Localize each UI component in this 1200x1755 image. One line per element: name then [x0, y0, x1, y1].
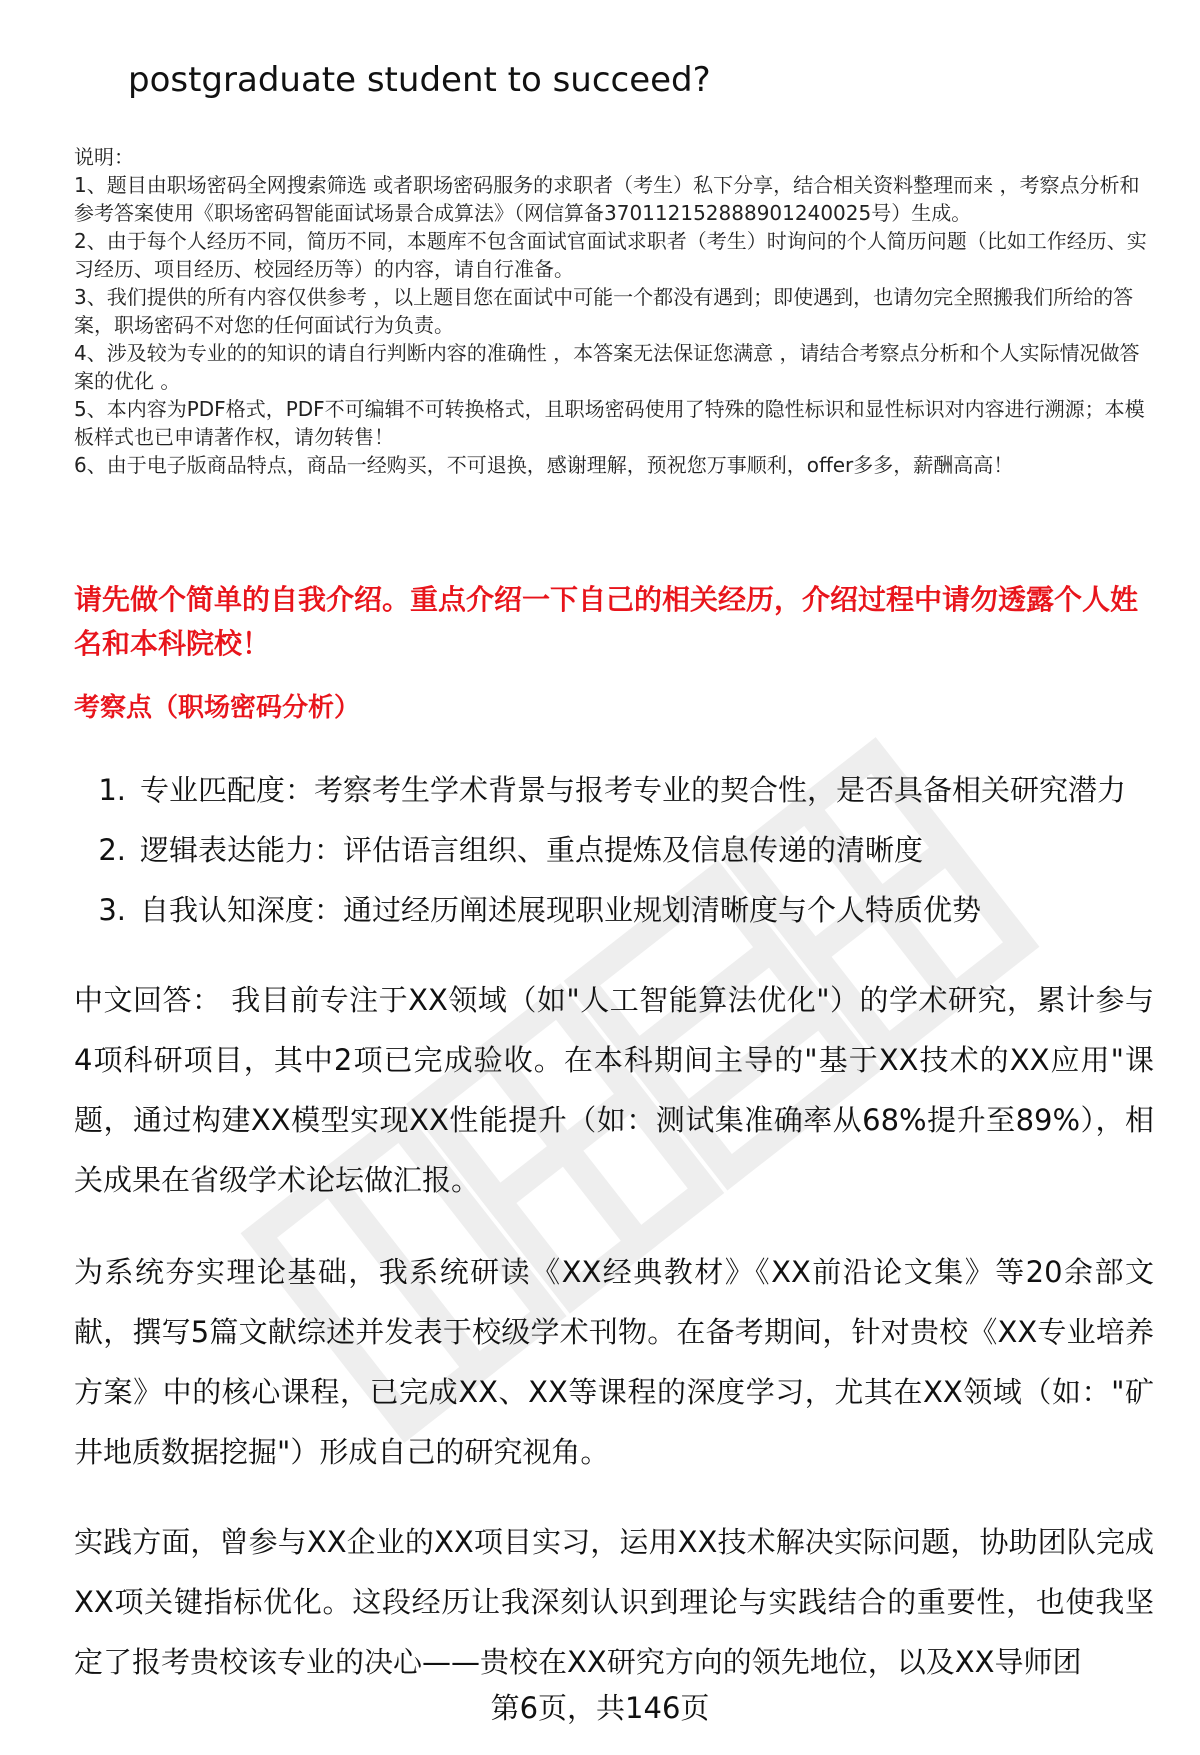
note-item: 5、本内容为PDF格式，PDF不可编辑不可转换格式，且职场密码使用了特殊的隐性标识和显性标识对内容进行溯源；本模板样式也已申请著作权，请勿转售！ [74, 397, 1145, 449]
note-item: 4、涉及较为专业的的知识的请自行判断内容的准确性 ，本答案无法保证您满意 ，请结合考察点分析和个人实际情况做答案的优化 。 [74, 341, 1140, 393]
note-item: 3、我们提供的所有内容仅供参考 ，以上题目您在面试中可能一个都没有遇到；即使遇到，也请勿完全照搬我们所给的答案，职场密码不对您的任何面试行为负责。 [74, 285, 1134, 337]
note-item: 2、由于每个人经历不同，简历不同，本题库不包含面试官面试求职者（考生）时询问的个人简历问题（比如工作经历、实习经历、项目经历、校园经历等）的内容，请自行准备。 [74, 229, 1147, 281]
point-number: 3. [98, 893, 126, 927]
page-number: 第6页，共146页 [490, 1691, 710, 1725]
point-text: 自我认知深度：通过经历阐述展现职业规划清晰度与个人特质优势 [140, 893, 982, 927]
analysis-heading: 考察点（职场密码分析） [74, 693, 361, 723]
question-title-continued: postgraduate student to succeed? [128, 60, 711, 100]
note-item: 1、题目由职场密码全网搜索筛选 或者职场密码服务的求职者（考生）私下分享，结合相关资料整理而来 ，考察点分析和参考答案使用《职场密码智能面试场景合成算法》（网信算备370112152888901240025号）生成。 [74, 173, 1140, 225]
point-number: 2. [98, 833, 126, 867]
answer-paragraph: 实践方面，曾参与XX企业的XX项目实习，运用XX技术解决实际问题，协助团队完成XX项关键指标优化。这段经历让我深刻认识到理论与实践结合的重要性，也使我坚定了报考贵校该专业的决心——贵校在XX研究方向的领先地位，以及XX导师团 [74, 1525, 1154, 1679]
point-number: 1. [98, 773, 126, 807]
analysis-point [74, 880, 1154, 940]
analysis-points [74, 760, 1154, 940]
analysis-point [74, 820, 1154, 880]
note-item: 6、由于电子版商品特点，商品一经购买，不可退换，感谢理解，预祝您万事顺利，offer多多，薪酬高高！ [74, 453, 1014, 477]
answer-block [74, 970, 1154, 1722]
answer-paragraph: 中文回答： 我目前专注于XX领域（如"人工智能算法优化"）的学术研究，累计参与4项科研项目，其中2项已完成验收。在本科期间主导的"基于XX技术的XX应用"课题，通过构建XX模型实现XX性能提升（如：测试集准确率从68%提升至89%），相关成果在省级学术论坛做汇报。 [74, 983, 1154, 1197]
interview-question: 请先做个简单的自我介绍。重点介绍一下自己的相关经历，介绍过程中请勿透露个人姓名和本科院校！ [74, 583, 1139, 660]
notes-heading: 说明： [74, 145, 134, 169]
notes-block [74, 143, 1154, 479]
point-text: 逻辑表达能力：评估语言组织、重点提炼及信息传递的清晰度 [140, 833, 924, 867]
analysis-point [74, 760, 1154, 820]
point-text: 专业匹配度：考察考生学术背景与报考专业的契合性，是否具备相关研究潜力 [140, 773, 1127, 807]
answer-paragraph: 为系统夯实理论基础，我系统研读《XX经典教材》《XX前沿论文集》等20余部文献，撰写5篇文献综述并发表于校级学术刊物。在备考期间，针对贵校《XX专业培养方案》中的核心课程，已完成XX、XX等课程的深度学习，尤其在XX领域（如："矿井地质数据挖掘"）形成自己的研究视角。 [74, 1255, 1154, 1469]
